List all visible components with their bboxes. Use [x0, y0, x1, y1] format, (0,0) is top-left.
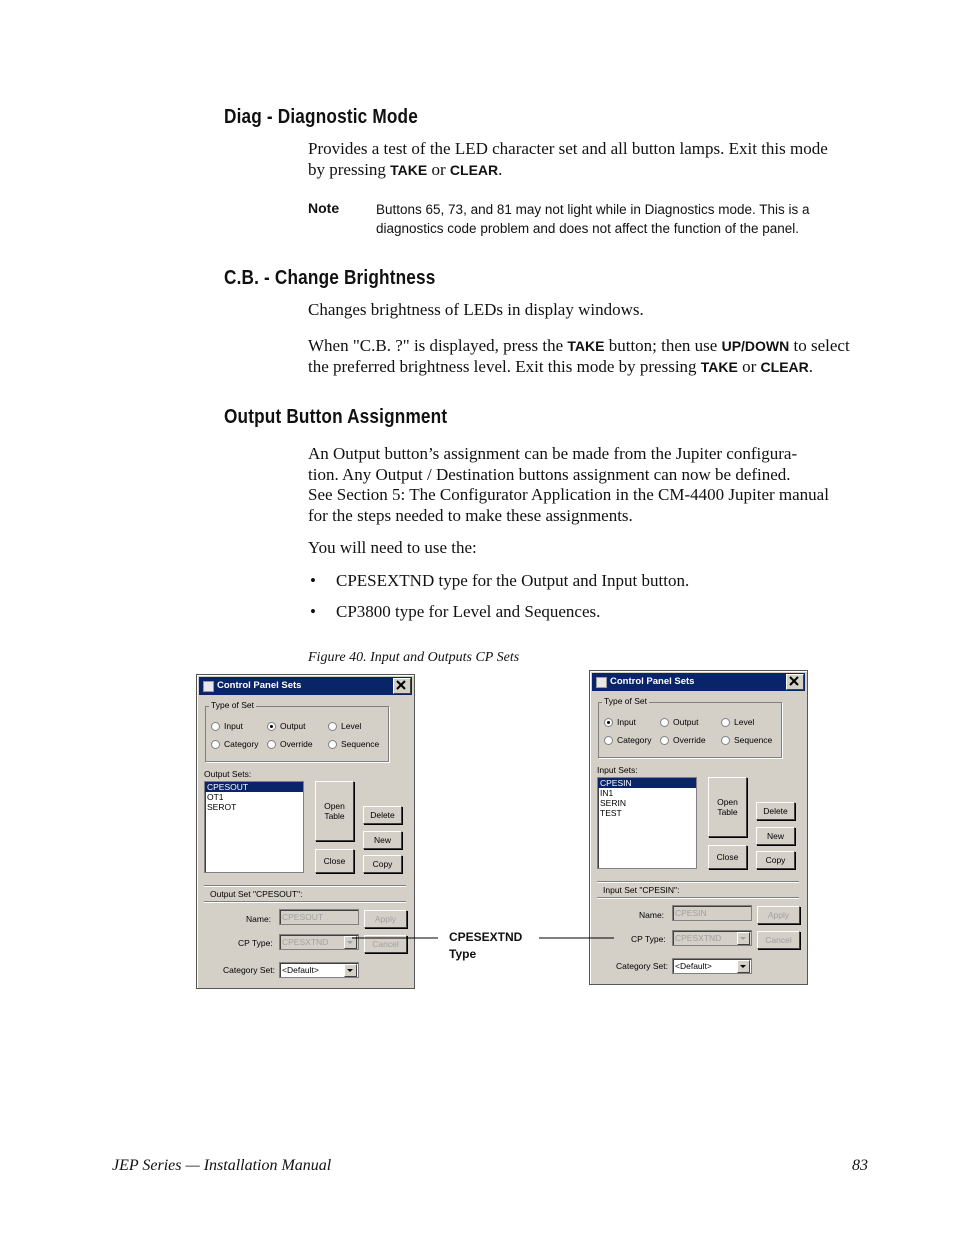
footer-title: JEP Series — Installation Manual — [112, 1157, 332, 1174]
cpesextnd-annotation: CPESEXTND Type — [449, 930, 523, 961]
bullet-1-text: CPESEXTND type for the Output and Input button. — [336, 571, 690, 590]
category-set-label: Category Set: — [223, 965, 275, 975]
copy-button[interactable]: Copy — [756, 851, 795, 869]
bullet-1-marker: • — [310, 571, 316, 590]
oba-need-text: You will need to use the: — [308, 538, 477, 557]
delete-button[interactable]: Delete — [756, 802, 795, 820]
category-set-select[interactable]: <Default> — [279, 962, 359, 978]
list-item[interactable]: TEST — [600, 808, 622, 818]
list-item[interactable]: SEROT — [207, 802, 237, 812]
radio-override[interactable]: Override — [267, 739, 313, 749]
new-button[interactable]: New — [363, 831, 402, 849]
radio-override[interactable]: Override — [660, 735, 706, 745]
page-number: 83 — [852, 1157, 868, 1174]
heading-output-button-assignment: Output Button Assignment — [224, 406, 448, 428]
close-button[interactable]: Close — [315, 849, 354, 873]
cancel-button[interactable]: Cancel — [757, 931, 800, 949]
heading-change-brightness: C.B. - Change Brightness — [224, 267, 436, 289]
sets-list-label: Output Sets: — [204, 769, 252, 779]
new-button[interactable]: New — [756, 827, 795, 845]
bullet-2-text: CP3800 type for Level and Sequences. — [336, 602, 601, 621]
diag-line-2: by pressing TAKE or CLEAR. — [308, 159, 503, 179]
diag-line-1: Provides a test of the LED character set and all button lamps. Exit this mode — [308, 139, 828, 158]
apply-button[interactable]: Apply — [757, 906, 800, 924]
sets-list-label: Input Sets: — [597, 765, 638, 775]
note-text: Buttons 65, 73, and 81 may not light while in Diagnostics mode. This is a diagnostics code problem and does not affect the function of the panel. — [376, 202, 810, 236]
category-set-label: Category Set: — [616, 961, 668, 971]
dialog-title: Control Panel Sets — [610, 676, 695, 687]
list-item[interactable]: CPESOUT — [205, 782, 303, 792]
name-field[interactable]: CPESOUT — [279, 909, 359, 925]
bullet-2-marker: • — [310, 602, 316, 621]
apply-button[interactable]: Apply — [364, 910, 407, 928]
delete-button[interactable]: Delete — [363, 806, 402, 824]
figure-caption: Figure 40. Input and Outputs CP Sets — [308, 650, 520, 665]
radio-sequence[interactable]: Sequence — [721, 735, 772, 745]
radio-input[interactable]: Input — [604, 717, 636, 727]
close-button[interactable]: Close — [708, 845, 747, 869]
type-of-set-label: Type of Set — [604, 696, 647, 706]
list-item[interactable]: IN1 — [600, 788, 614, 798]
set-label: Output Set "CPESOUT": — [210, 889, 303, 899]
oba-paragraph: An Output button’s assignment can be made from the Jupiter configura- tion. Any Output / Destination buttons assignment can now be defined. See Section 5: The Configurator Application in the CM-4400 Jupiter manual for the steps needed to make these assignments. — [308, 444, 829, 525]
radio-level[interactable]: Level — [721, 717, 754, 727]
radio-output[interactable]: Output — [660, 717, 699, 727]
cp-type-label: CP Type: — [631, 934, 666, 944]
heading-diag: Diag - Diagnostic Mode — [224, 106, 418, 128]
radio-sequence[interactable]: Sequence — [328, 739, 379, 749]
cancel-button[interactable]: Cancel — [364, 935, 407, 953]
cp-type-select[interactable]: CPESXTND — [279, 934, 359, 950]
copy-button[interactable]: Copy — [363, 855, 402, 873]
name-field[interactable]: CPESIN — [672, 905, 752, 921]
radio-level[interactable]: Level — [328, 721, 361, 731]
radio-output[interactable]: Output — [267, 721, 306, 731]
radio-input[interactable]: Input — [211, 721, 243, 731]
list-item[interactable]: OT1 — [207, 792, 224, 802]
list-item[interactable]: CPESIN — [598, 778, 696, 788]
cp-type-select[interactable]: CPESXTND — [672, 930, 752, 946]
category-set-select[interactable]: <Default> — [672, 958, 752, 974]
name-label: Name: — [246, 914, 272, 924]
cb-paragraph-1: Changes brightness of LEDs in display windows. — [308, 300, 644, 319]
type-of-set-label: Type of Set — [211, 700, 254, 710]
list-item[interactable]: SERIN — [600, 798, 626, 808]
radio-category[interactable]: Category — [211, 739, 259, 749]
cb-paragraph-2: When "C.B. ?" is displayed, press the TAKE button; then use UP/DOWN to select the preferred brightness level. Exit this mode by pressing TAKE or CLEAR. — [308, 336, 850, 376]
set-label: Input Set "CPESIN": — [603, 885, 680, 895]
radio-category[interactable]: Category — [604, 735, 652, 745]
open-table-button[interactable]: Open Table — [315, 781, 354, 841]
name-label: Name: — [639, 910, 665, 920]
open-table-button[interactable]: Open Table — [708, 777, 747, 837]
cp-type-label: CP Type: — [238, 938, 273, 948]
note-label: Note — [308, 200, 340, 216]
dialog-title: Control Panel Sets — [217, 680, 302, 691]
